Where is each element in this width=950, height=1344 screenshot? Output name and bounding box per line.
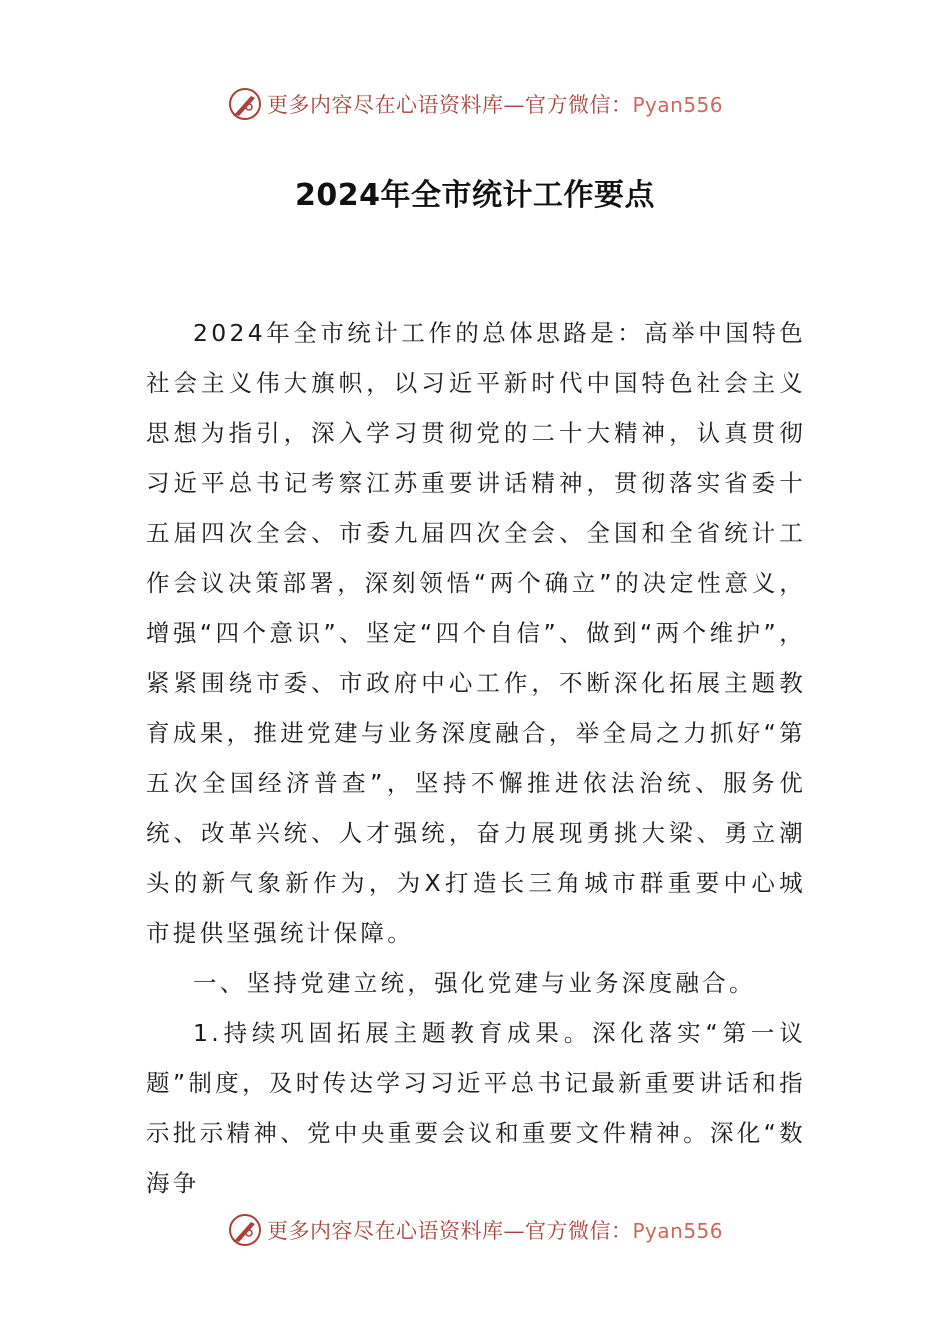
document-body	[146, 308, 806, 1208]
document-title: 2024年全市统计工作要点	[295, 178, 655, 213]
paragraph-intro: 2024年全市统计工作的总体思路是：高举中国特色社会主义伟大旗帜，以习近平新时代中国特色社会主义思想为指引，深入学习贯彻党的二十大精神，认真贯彻习近平总书记考察江苏重要讲话精神，贯彻落实省委十五届四次全会、市委九届四次全会、全国和全省统计工作会议决策部署，深刻领悟“两个确立”的决定性意义，增强“四个意识”、坚定“四个自信”、做到“两个维护”，紧紧围绕市委、市政府中心工作，不断深化拓展主题教育成果，推进党建与业务深度融合，举全局之力抓好“第五次全国经济普查”，坚持不懈推进依法治统、服务优统、改革兴统、人才强统，奋力展现勇挑大梁、勇立潮头的新气象新作为，为X打造长三角城市群重要中心城市提供坚强统计保障。	[146, 319, 806, 947]
pen-logo-icon	[227, 86, 263, 122]
header-banner	[0, 82, 950, 126]
footer-banner	[0, 1208, 950, 1252]
footer-banner-text: 更多内容尽在心语资料库—官方微信：Pyan556	[266, 1219, 723, 1243]
paragraph-section-heading: 一、坚持党建立统，强化党建与业务深度融合。	[193, 969, 756, 997]
pen-logo-icon	[227, 1212, 263, 1248]
header-banner-text: 更多内容尽在心语资料库—官方微信：Pyan556	[266, 93, 723, 117]
paragraph-item-1: 1.持续巩固拓展主题教育成果。深化落实“第一议题”制度，及时传达学习习近平总书记最新重要讲话和指示批示精神、党中央重要会议和重要文件精神。深化“数海争	[146, 1019, 806, 1197]
